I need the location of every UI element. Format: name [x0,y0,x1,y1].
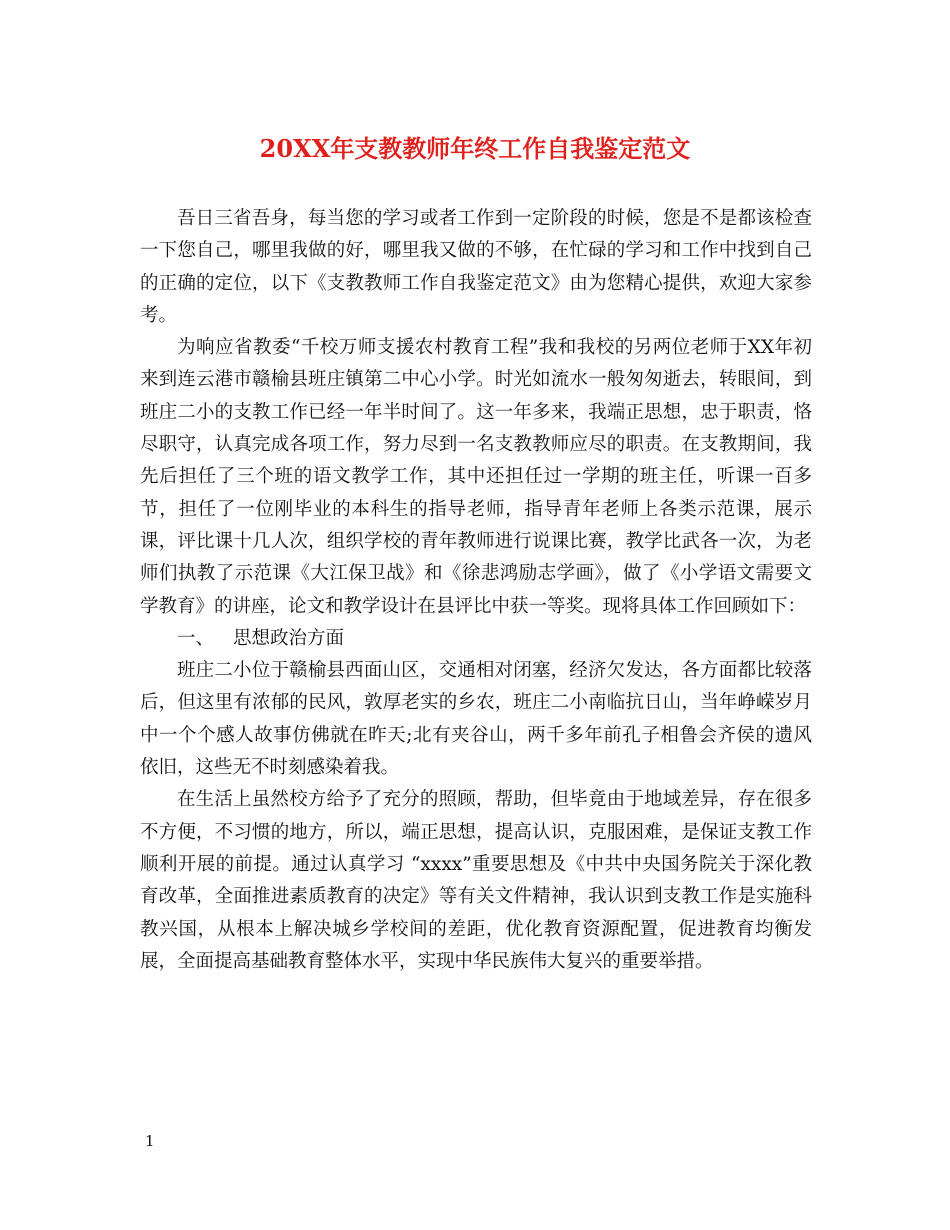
life-conditions-paragraph: 在生活上虽然校方给予了充分的照顾，帮助，但毕竟由于地域差异，存在很多不方便，不习惯的地方，所以，端正思想，提高认识，克服困难，是保证支教工作顺利开展的前提。通过认真学习 “xxxx”重要思想及《中共中央国务院关于深化教育改革，全面推进素质教育的决定》等有关文件精神，我认识到支教工作是实施科教兴国，从根本上解决城乡学校间的差距，优化教育资源配置，促进教育均衡发展，全面提高基础教育整体水平，实现中华民族伟大复兴的重要举措。 [140,789,812,972]
background-paragraph: 为响应省教委“千校万师支援农村教育工程”我和我校的另两位老师于XX年初来到连云港市赣榆县班庄镇第二中心小学。时光如流水一般匆匆逝去，转眼间，到班庄二小的支教工作已经一年半时间了。这一年多来，我端正思想，忠于职责，恪尽职守，认真完成各项工作，努力尽到一名支教教师应尽的职责。在支教期间，我先后担任了三个班的语文教学工作，其中还担任过一学期的班主任，听课一百多节，担任了一位刚毕业的本科生的指导老师，指导青年老师上各类示范课，展示课，评比课十几人次，组织学校的青年教师进行说课比赛，教学比武各一次，为老师们执教了示范课《大江保卫战》和《徐悲鸿励志学画》，做了《小学语文需要文学教育》的讲座，论文和教学设计在县评比中获一等奖。现将具体工作回顾如下： [140,337,812,617]
section-heading-text: 思想政治方面 [233,627,345,649]
school-description-paragraph: 班庄二小位于赣榆县西面山区，交通相对闭塞，经济欠发达，各方面都比较落后，但这里有浓郁的民风，敦厚老实的乡农，班庄二小南临抗日山，当年峥嵘岁月中一个个感人故事仿佛就在昨天;北有夹谷山，两千多年前孔子相鲁会齐侯的遗风依旧，这些无不时刻感染着我。 [140,660,812,779]
section-heading-number: 一、 [177,627,215,649]
section-heading [140,623,812,655]
document-title: 20XX年支教教师年终工作自我鉴定范文 [259,134,691,163]
document-body [140,203,812,978]
page-number: 1 [145,1132,155,1150]
intro-paragraph: 吾日三省吾身，每当您的学习或者工作到一定阶段的时候，您是不是都该检查一下您自己，哪里我做的好，哪里我又做的不够，在忙碌的学习和工作中找到自己的正确的定位，以下《支教教师工作自我鉴定范文》由为您精心提供，欢迎大家参考。 [140,208,812,326]
